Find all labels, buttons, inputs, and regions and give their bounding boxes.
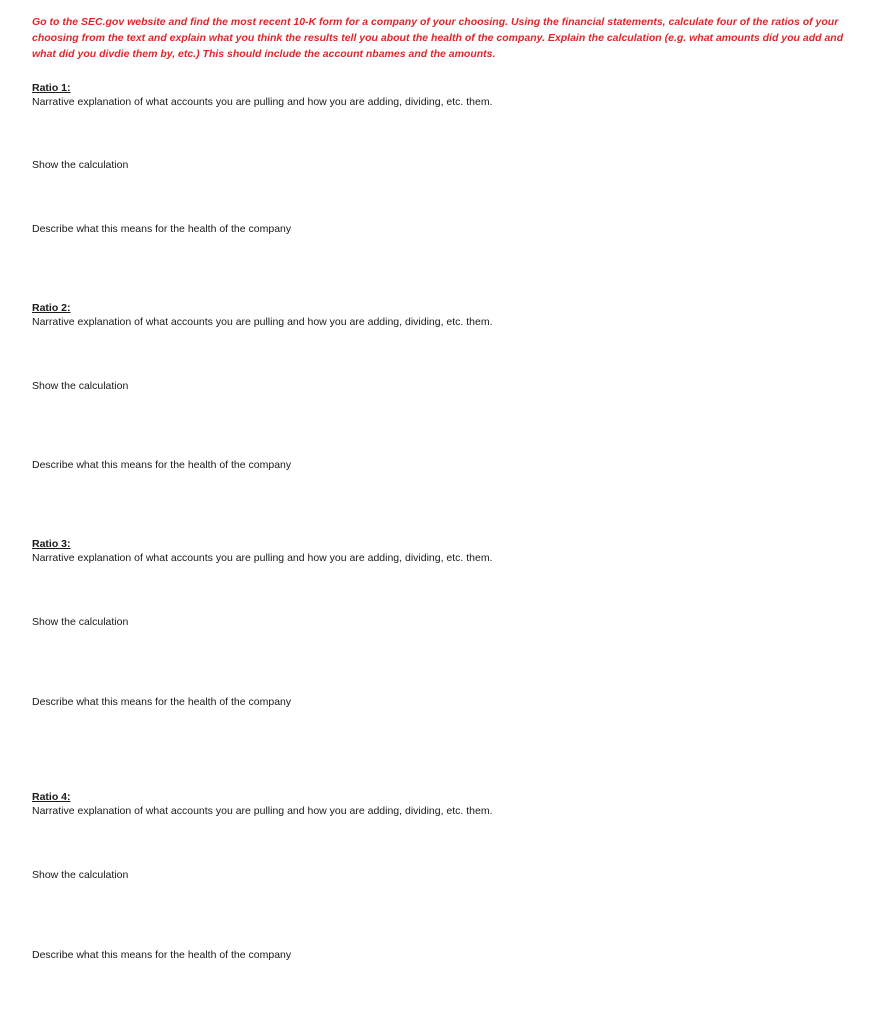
ratio-4-title: Ratio 4:: [32, 791, 71, 803]
ratio-3-section: [32, 537, 852, 777]
ratio-1-title: Ratio 1:: [32, 82, 71, 94]
ratio-1-calculation-prompt: Show the calculation: [32, 159, 129, 171]
ratio-2-calculation-prompt: Show the calculation: [32, 380, 129, 392]
ratio-1-health-prompt: Describe what this means for the health of the company: [32, 223, 292, 235]
ratio-4-health-prompt: Describe what this means for the health of the company: [32, 949, 292, 961]
ratio-4-narrative: Narrative explanation of what accounts you are pulling and how you are adding, dividing, etc. them.: [32, 805, 493, 817]
ratio-2-narrative: Narrative explanation of what accounts you are pulling and how you are adding, dividing, etc. them.: [32, 316, 493, 328]
ratio-1-section: [32, 81, 852, 321]
ratio-4-section: [32, 790, 852, 1030]
ratio-2-title: Ratio 2:: [32, 302, 71, 314]
ratio-2-section: [32, 301, 852, 541]
ratio-3-narrative: Narrative explanation of what accounts you are pulling and how you are adding, dividing, etc. them.: [32, 552, 493, 564]
ratio-1-narrative: Narrative explanation of what accounts you are pulling and how you are adding, dividing, etc. them.: [32, 96, 493, 108]
ratio-3-calculation-prompt: Show the calculation: [32, 616, 129, 628]
ratio-3-health-prompt: Describe what this means for the health of the company: [32, 696, 292, 708]
assignment-instructions: Go to the SEC.gov website and find the most recent 10-K form for a company of your choosing. Using the financial statements, calculate four of the ratios of your choosing from the text and explain what you think the results tell you about the health of the company. Explain the calculation (e.g. what amounts did you add and what did you divdie them by, etc.) This should include the account nbames and the amounts.: [32, 16, 844, 60]
ratio-3-title: Ratio 3:: [32, 538, 71, 550]
ratio-4-calculation-prompt: Show the calculation: [32, 869, 129, 881]
ratio-2-health-prompt: Describe what this means for the health of the company: [32, 459, 292, 471]
